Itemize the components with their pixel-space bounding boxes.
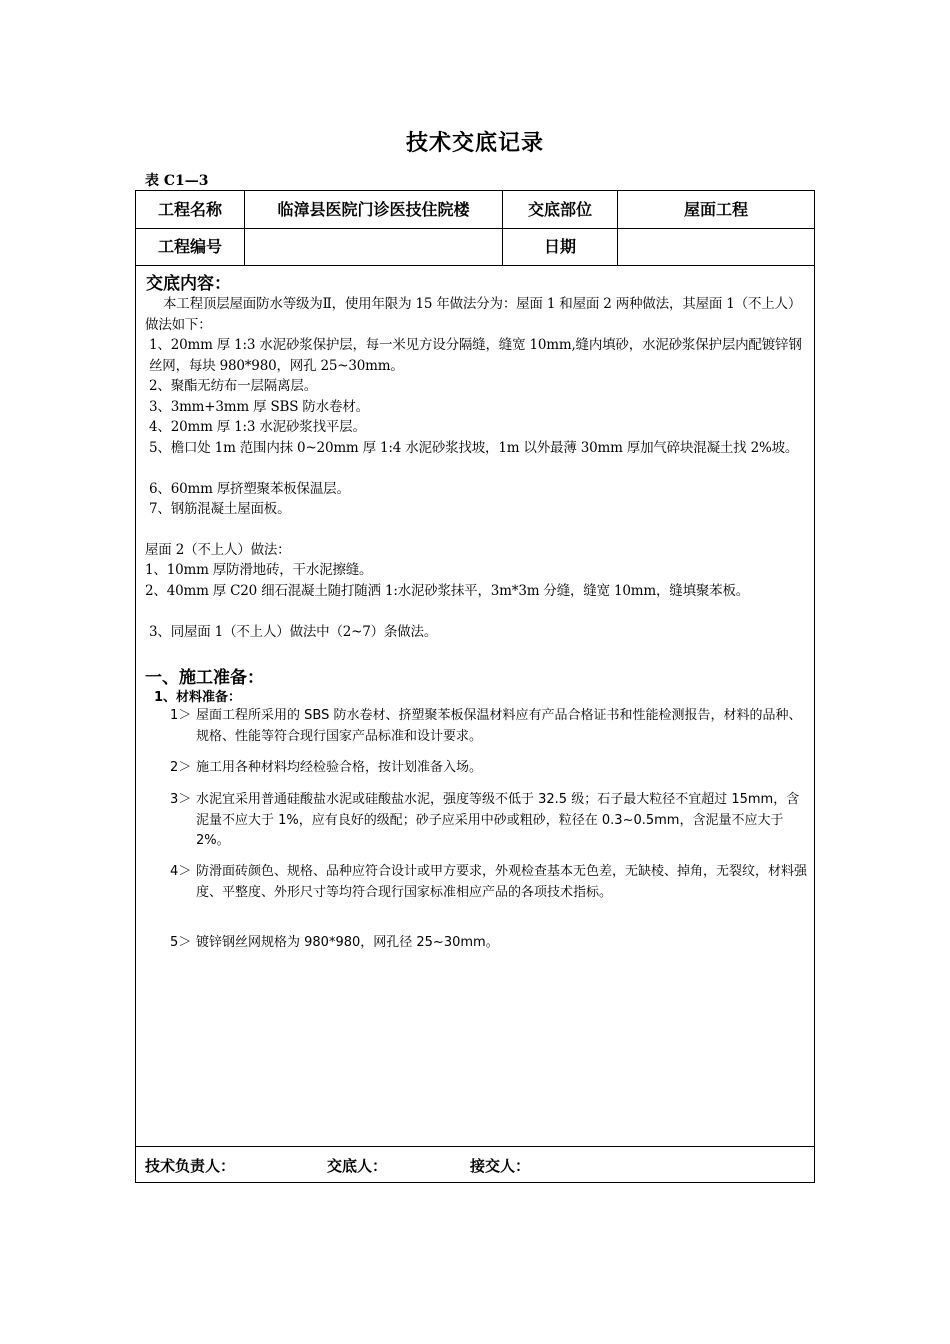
- project-no-value: [245, 228, 503, 265]
- section-label: 交底部位: [503, 191, 618, 228]
- materials-title: 1、材料准备：: [154, 690, 242, 705]
- section-value: 屋面工程: [683, 200, 748, 219]
- roof1-item: 5、檐口处 1m 范围内抹 0~20mm 厚 1:4 水泥砂浆找坡，1m 以外最薄 30mm 厚加气碎块混凝土找 2%坡。: [149, 440, 799, 456]
- roof2-title: 屋面 2（不上人）做法：: [145, 542, 291, 558]
- material-item-number: 3＞: [170, 792, 192, 807]
- date-label: 日期: [503, 228, 618, 265]
- signature-row: [136, 1146, 814, 1183]
- receiver-label: 接交人：: [470, 1157, 531, 1175]
- material-item-text: 施工用各种材料均经检验合格，按计划准备入场。: [196, 760, 483, 775]
- disclosure-content: [136, 266, 814, 1146]
- tech-lead-label: 技术负责人：: [145, 1157, 236, 1175]
- roof1-item: 1、20mm 厚 1:3 水泥砂浆保护层，每一米见方设分隔缝，缝宽 10mm,缝内填砂，水泥砂浆保护层内配镀锌钢丝网，每块 980*980，网孔 25~30mm。: [149, 337, 802, 374]
- project-name-label: 工程名称: [136, 191, 245, 228]
- project-no-label: 工程编号: [136, 228, 245, 265]
- material-item: [170, 933, 810, 954]
- roof1-item: 3、3mm+3mm 厚 SBS 防水卷材。: [149, 399, 369, 415]
- material-item-text: 屋面工程所采用的 SBS 防水卷材、挤塑聚苯板保温材料应有产品合格证书和性能检测报告，材料的品种、规格、性能等符合现行国家产品标准和设计要求。: [196, 708, 802, 744]
- material-item-number: 1＞: [170, 708, 192, 723]
- roof1-item: 6、60mm 厚挤塑聚苯板保温层。: [149, 481, 350, 497]
- header-row-2: [136, 228, 814, 266]
- project-name-value: 临漳县医院门诊医技住院楼: [245, 191, 503, 228]
- material-item-number: 4＞: [170, 864, 192, 879]
- form-code: 表 C1—3: [145, 173, 209, 189]
- material-item-number: 5＞: [170, 935, 192, 950]
- roof2-item: 1、10mm 厚防滑地砖，干水泥擦缝。: [145, 562, 373, 578]
- material-item-text: 防滑面砖颜色、规格、品种应符合设计或甲方要求，外观检查基本无色差，无缺棱、掉角，无裂纹，材料强度、平整度、外形尺寸等均符合现行国家标准相应产品的各项技术指标。: [196, 864, 808, 900]
- date-value: [618, 228, 814, 265]
- material-item-text: 水泥宜采用普通硅酸盐水泥或硅酸盐水泥，强度等级不低于 32.5 级；石子最大粒径不宜超过 15mm，含泥量不应大于 1%，应有良好的级配；砂子应采用中砂或粗砂，粒径在 0.3~0.5mm，含泥量不应大于 2%。: [196, 792, 800, 848]
- page-title: 技术交底记录: [405, 131, 544, 156]
- roof1-item: 7、钢筋混凝土屋面板。: [149, 501, 291, 517]
- material-item: [170, 862, 810, 903]
- content-heading: 交底内容：: [146, 274, 231, 294]
- record-table: [135, 190, 815, 1183]
- roof2-item: 2、40mm 厚 C20 细石混凝土随打随洒 1:水泥砂浆抹平，3m*3m 分缝，缝宽 10mm，缝填聚苯板。: [145, 583, 750, 599]
- material-item-number: 2＞: [170, 760, 192, 775]
- roof1-item: 4、20mm 厚 1:3 水泥砂浆找平层。: [149, 419, 366, 435]
- intro-paragraph: 本工程顶层屋面防水等级为Ⅱ，使用年限为 15 年做法分为：屋面 1 和屋面 2 两种做法，其屋面 1（不上人）做法如下：: [145, 296, 802, 333]
- header-row-1: [136, 191, 814, 229]
- discloser-label: 交底人：: [327, 1157, 388, 1175]
- material-item-text: 镀锌钢丝网规格为 980*980，网孔径 25~30mm。: [196, 935, 499, 950]
- roof2-item: 3、同屋面 1（不上人）做法中（2~7）条做法。: [149, 624, 438, 640]
- material-item: [170, 706, 810, 747]
- section-preparation-title: 一、施工准备：: [145, 668, 264, 688]
- roof1-item: 2、聚酯无纺布一层隔离层。: [149, 378, 317, 394]
- material-item: [170, 790, 810, 852]
- material-item: [170, 758, 810, 779]
